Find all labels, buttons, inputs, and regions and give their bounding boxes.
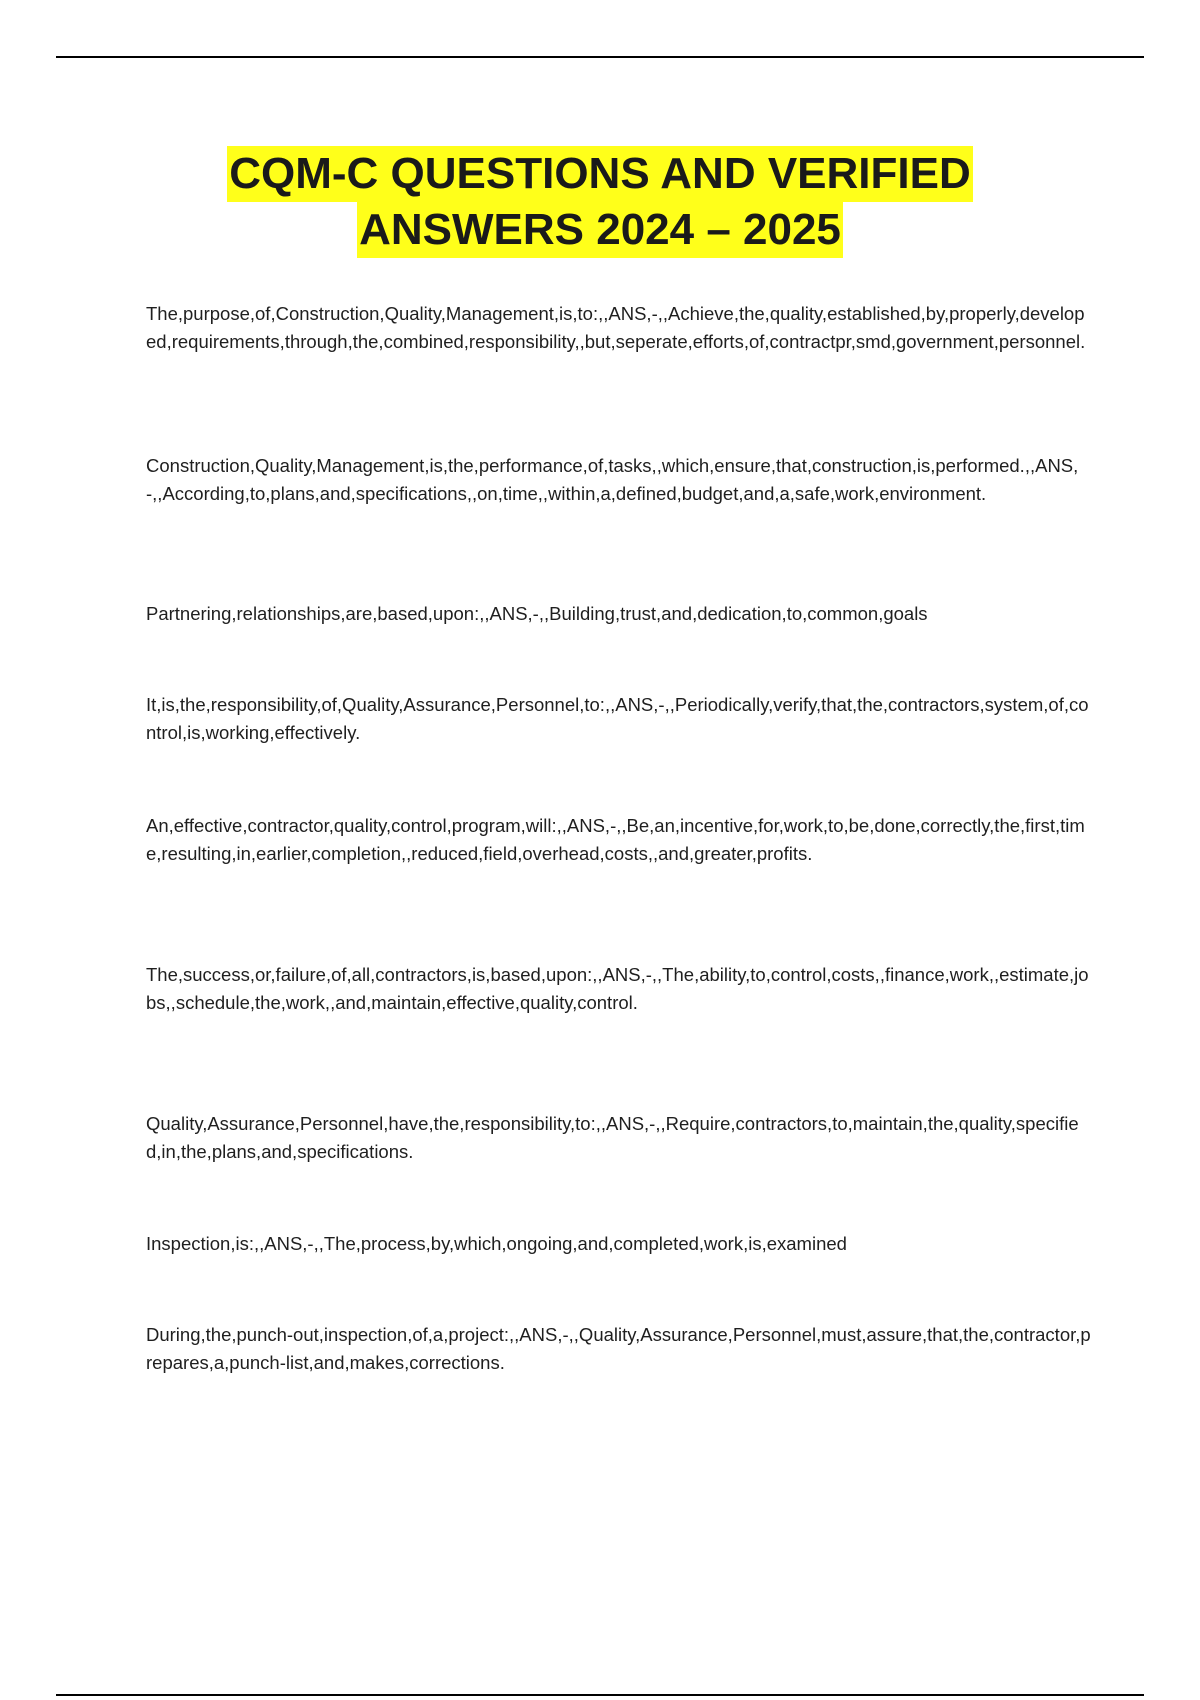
bottom-rule	[56, 1694, 1144, 1696]
qa-item-6: The,success,or,failure,of,all,contractors,is,based,upon:,,ANS,-,,The,ability,to,control,costs,,finance,work,,estimate,jobs,,schedule,the,work,,and,maintain,effective,quality,control.	[146, 964, 1089, 1013]
title-line-1: CQM-C QUESTIONS AND VERIFIED	[227, 146, 973, 202]
qa-item-4: It,is,the,responsibility,of,Quality,Assurance,Personnel,to:,,ANS,-,,Periodically,verify,that,the,contractors,system,of,control,is,working,effectively.	[146, 694, 1089, 743]
top-rule	[56, 56, 1144, 58]
page-title	[0, 146, 1200, 258]
qa-item-5: An,effective,contractor,quality,control,program,will:,,ANS,-,,Be,an,incentive,for,work,to,be,done,correctly,the,first,time,resulting,in,earlier,completion,,reduced,field,overhead,costs,,and,greater,profits.	[146, 815, 1085, 864]
qa-item-2: Construction,Quality,Management,is,the,performance,of,tasks,,which,ensure,that,construction,is,performed.,,ANS,-,,According,to,plans,and,specifications,,on,time,,within,a,defined,budget,and,a,safe,work,environment.	[146, 455, 1079, 504]
qa-item-8: Inspection,is:,,ANS,-,,The,process,by,which,ongoing,and,completed,work,is,examined	[146, 1233, 847, 1254]
qa-item-9: During,the,punch-out,inspection,of,a,project:,,ANS,-,,Quality,Assurance,Personnel,must,assure,that,the,contractor,prepares,a,punch-list,and,makes,corrections.	[146, 1324, 1091, 1373]
qa-item-3: Partnering,relationships,are,based,upon:,,ANS,-,,Building,trust,and,dedication,to,common,goals	[146, 603, 928, 624]
qa-item-7: Quality,Assurance,Personnel,have,the,responsibility,to:,,ANS,-,,Require,contractors,to,maintain,the,quality,specified,in,the,plans,and,specifications.	[146, 1113, 1079, 1162]
title-line-2: ANSWERS 2024 – 2025	[357, 202, 843, 258]
qa-item-1: The,purpose,of,Construction,Quality,Management,is,to:,,ANS,-,,Achieve,the,quality,established,by,properly,developed,requirements,through,the,combined,responsibility,,but,seperate,efforts,of,contractpr,smd,government,personnel.	[146, 303, 1086, 352]
